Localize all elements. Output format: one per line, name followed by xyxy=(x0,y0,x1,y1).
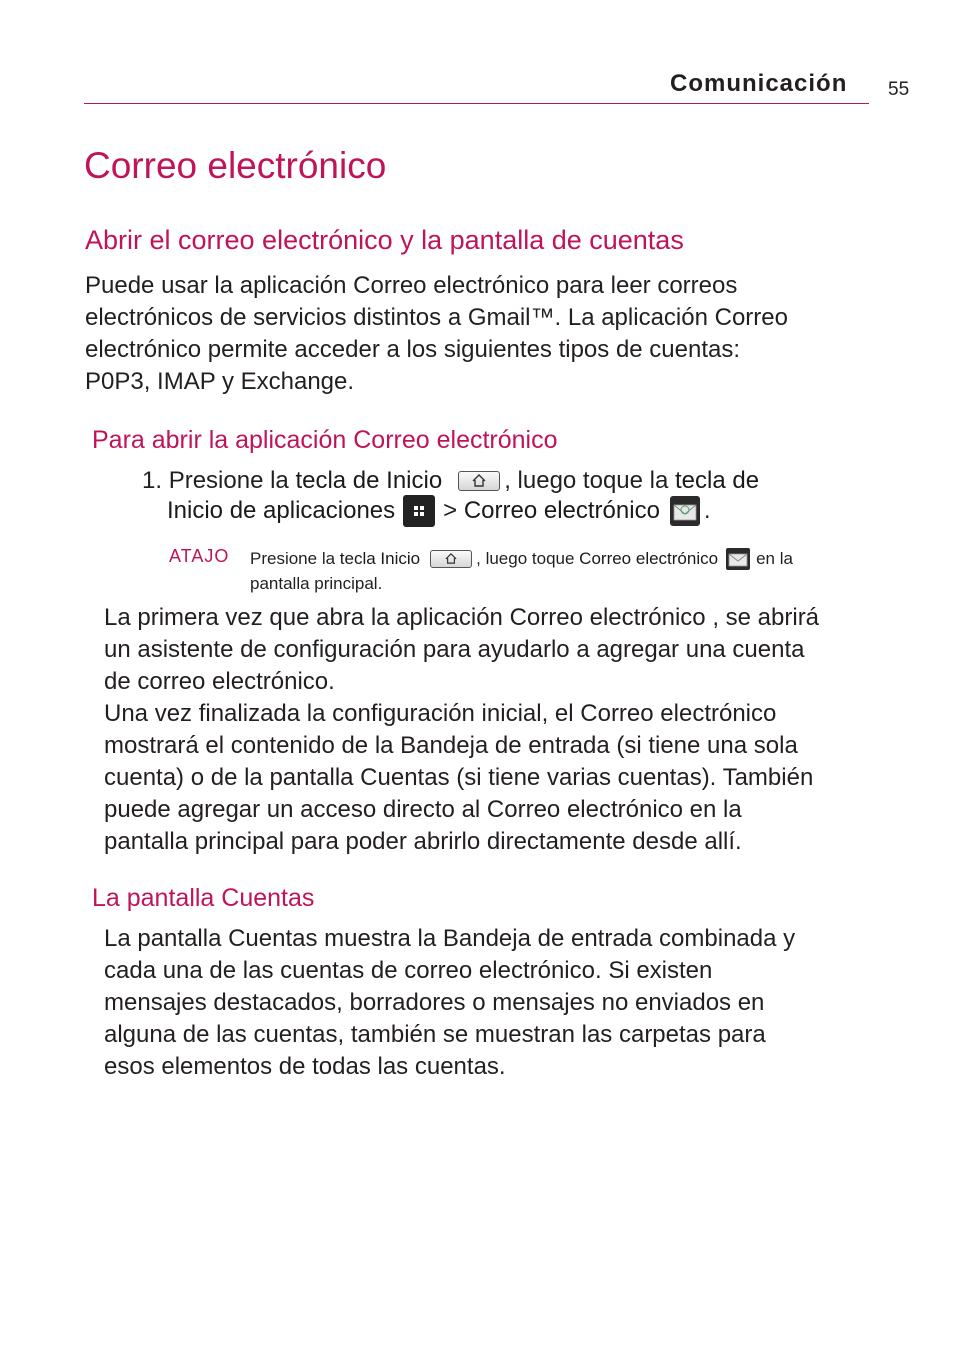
running-header: Comunicación xyxy=(670,70,848,97)
paragraph-line: pantalla principal para poder abrirlo directamente desde allí. xyxy=(104,828,742,855)
home-key-label: tecla de Inicio xyxy=(295,467,443,494)
paragraph-line: electrónico permite acceder a los siguientes tipos de cuentas: xyxy=(85,336,741,363)
home-key-icon xyxy=(458,471,500,491)
paragraph-line: cuenta) o de la pantalla Cuentas (si tiene varias cuentas). También xyxy=(104,764,814,791)
paragraph-line: un asistente de configuración para ayudarlo a agregar una cuenta xyxy=(104,636,805,663)
paragraph-line: Una vez finalizada la configuración inicial, el Correo electrónico xyxy=(104,700,777,727)
launcher-label: tecla de xyxy=(675,467,760,494)
tip-fragment: Presione la xyxy=(250,549,336,568)
paragraph-line: Puede usar la aplicación Correo electrónico para leer correos xyxy=(85,272,738,299)
email-app-icon xyxy=(670,496,700,526)
tip-fragment: , luego toque xyxy=(476,549,575,568)
paragraph-line: esos elementos de todas las cuentas. xyxy=(104,1053,506,1080)
step-separator: > xyxy=(443,497,458,524)
app-launcher-icon xyxy=(403,495,435,527)
tip-text xyxy=(250,546,793,596)
step-number: 1. xyxy=(142,467,163,494)
home-key-icon xyxy=(430,550,472,568)
paragraph-line: La primera vez que abra la aplicación Correo electrónico , se abrirá xyxy=(104,604,820,631)
header-rule xyxy=(84,103,869,104)
step-text: , luego toque la xyxy=(504,467,669,494)
subsection-heading: La pantalla Cuentas xyxy=(92,884,315,912)
paragraph-line: cada una de las cuentas de correo electrónico. Si existen xyxy=(104,957,713,984)
step-text: Presione la xyxy=(168,467,289,494)
tip-fragment: en la xyxy=(756,549,793,568)
tip-fragment: pantalla principal. xyxy=(250,574,383,593)
tip-home-key-label: tecla Inicio xyxy=(339,549,421,568)
tip-label: ATAJO xyxy=(169,546,230,566)
paragraph-line: mostrará el contenido de la Bandeja de entrada (si tiene una sola xyxy=(104,732,798,759)
accounts-paragraph xyxy=(104,923,795,1083)
paragraph-line: alguna de las cuentas, también se muestran las carpetas para xyxy=(104,1021,766,1048)
paragraph-line: electrónicos de servicios distintos a Gmail™. La aplicación Correo xyxy=(85,304,788,331)
email-app-icon xyxy=(726,548,750,570)
setup-paragraph xyxy=(104,602,819,858)
intro-paragraph xyxy=(85,270,788,398)
paragraph-line: P0P3, IMAP y Exchange. xyxy=(85,368,355,395)
tip-email-label: Correo electrónico xyxy=(579,549,719,568)
paragraph-line: puede agregar un acceso directo al Correo electrónico en la xyxy=(104,796,742,823)
section-heading: Abrir el correo electrónico y la pantalla de cuentas xyxy=(85,225,684,255)
step-end: . xyxy=(703,497,711,524)
email-app-label: Correo electrónico xyxy=(463,497,660,524)
page-number: 55 xyxy=(888,79,910,100)
page-title: Correo electrónico xyxy=(84,145,387,186)
launcher-label: Inicio de aplicaciones xyxy=(167,497,396,524)
paragraph-line: mensajes destacados, borradores o mensajes no enviados en xyxy=(104,989,765,1016)
paragraph-line: La pantalla Cuentas muestra la Bandeja de entrada combinada y xyxy=(104,925,796,952)
paragraph-line: de correo electrónico. xyxy=(104,668,335,695)
subsection-heading: Para abrir la aplicación Correo electrónico xyxy=(92,426,558,454)
step-1 xyxy=(142,466,759,526)
